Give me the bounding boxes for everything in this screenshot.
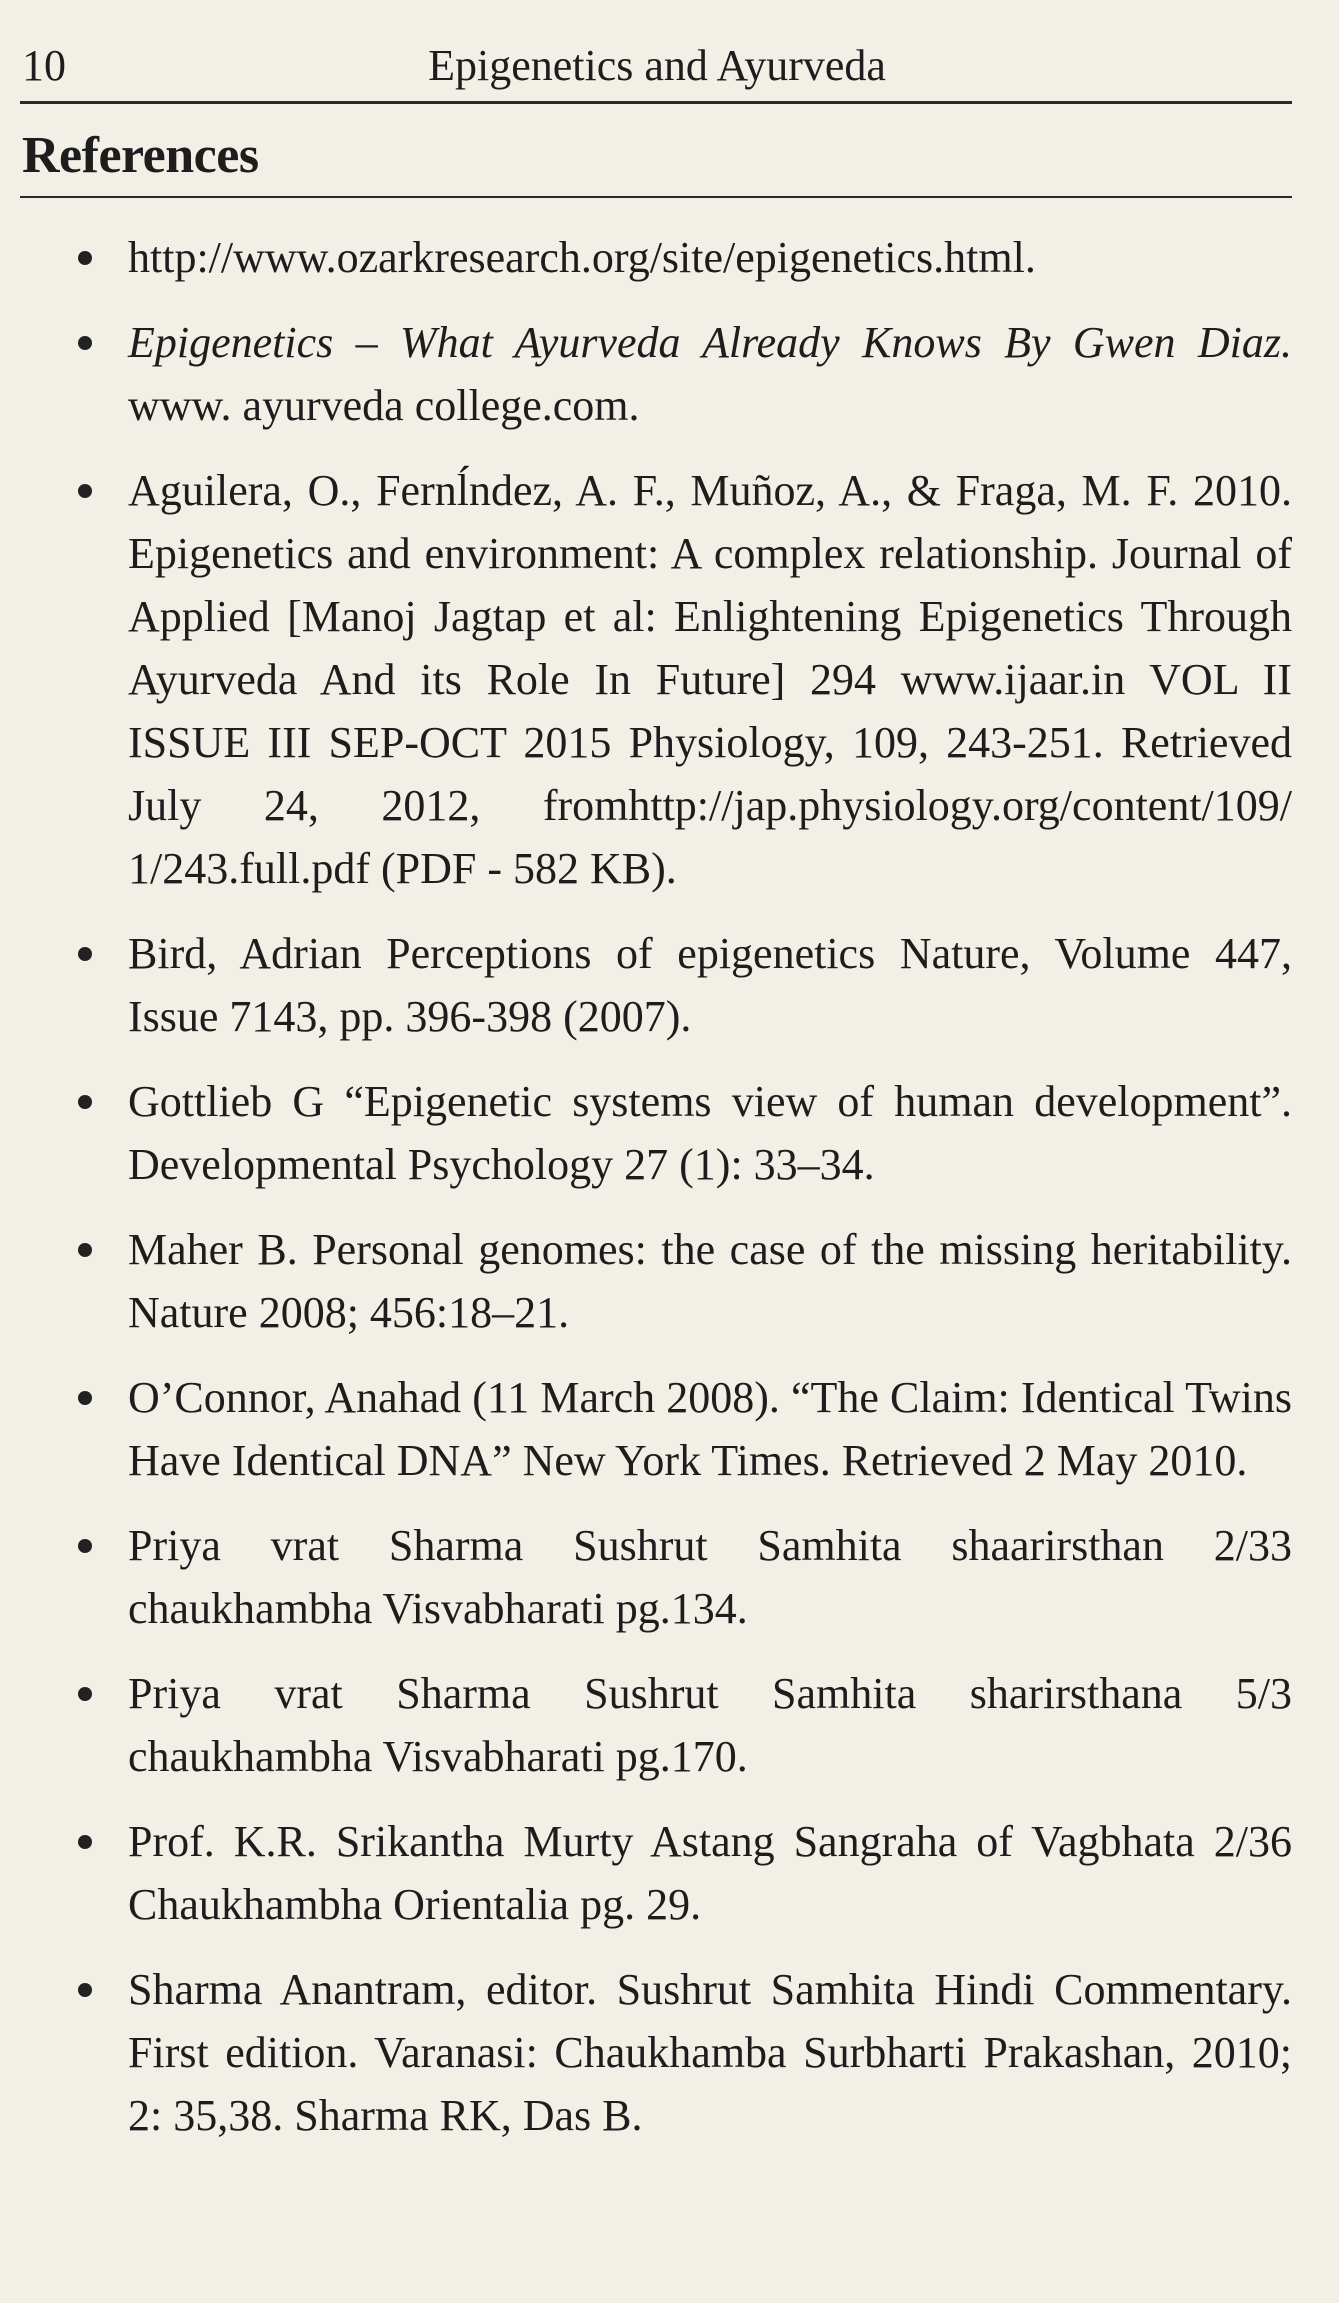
reference-list [0, 226, 1339, 2169]
reference-item [0, 1514, 1339, 1640]
bullet-icon [78, 1391, 92, 1405]
reference-text: Priya vrat Sharma Sushrut Samhita shaarirsthan 2/33 chaukhambha Visvabharati pg.134. [128, 1521, 1292, 1633]
reference-text [128, 311, 1292, 437]
reference-text: Priya vrat Sharma Sushrut Samhita sharirsthana 5/3 chaukhambha Visvabharati pg.170. [128, 1669, 1292, 1781]
reference-item [0, 1070, 1339, 1196]
reference-text: Sharma Anantram, editor. Sushrut Samhita Hindi Commentary. First edition. Varanasi: Chaukhamba Surbharti Prakashan, 2010; 2: 35,38. Sharma RK, Das B. [128, 1965, 1292, 2140]
running-title: Epigenetics and Ayurveda [428, 41, 886, 90]
reference-item [0, 1662, 1339, 1788]
reference-text: Prof. K.R. Srikantha Murty Astang Sangraha of Vagbhata 2/36 Chaukhambha Orientalia pg. 29. [128, 1817, 1292, 1929]
section-title: References [22, 127, 259, 184]
reference-item [0, 1218, 1339, 1344]
reference-item [0, 1366, 1339, 1492]
page-number: 10 [22, 41, 66, 90]
reference-text: Bird, Adrian Perceptions of epigenetics Nature, Volume 447, Issue 7143, pp. 396-398 (2007). [128, 929, 1292, 1041]
bullet-icon [78, 336, 92, 350]
bullet-icon [78, 1243, 92, 1257]
bullet-icon [78, 1687, 92, 1701]
bullet-icon [78, 947, 92, 961]
running-header [22, 36, 1292, 96]
reference-text: Aguilera, O., Fernĺndez, A. F., Muñoz, A., & Fraga, M. F. 2010. Epigenetics and environment: A complex relationship. Journal of Applied [Manoj Jagtap et al: Enlightening Epigenetics Through Ayurveda And its Role In Future] 294 www.ijaar.in VOL II ISSUE III SEP-OCT 2015 Physiology, 109, 243-251. Retrieved July 24, 2012, fromhttp://jap.physiology.org/content/109/ 1/243.full.pdf (PDF - 582 KB). [128, 466, 1292, 893]
reference-item [0, 922, 1339, 1048]
bullet-icon [78, 1095, 92, 1109]
bullet-icon [78, 251, 92, 265]
bullet-icon [78, 1835, 92, 1849]
reference-text: O’Connor, Anahad (11 March 2008). “The Claim: Identical Twins Have Identical DNA” New York Times. Retrieved 2 May 2010. [128, 1373, 1292, 1485]
reference-item [0, 1810, 1339, 1936]
reference-text: http://www.ozarkresearch.org/site/epigenetics.html. [128, 233, 1036, 282]
reference-source: www. ayurveda college.com. [128, 381, 640, 430]
reference-item [0, 311, 1339, 437]
bullet-icon [78, 1539, 92, 1553]
section-divider [20, 196, 1292, 198]
header-divider [20, 101, 1292, 104]
reference-text: Maher B. Personal genomes: the case of the missing heritability. Nature 2008; 456:18–21. [128, 1225, 1292, 1337]
reference-italic-title: Epigenetics – What Ayurveda Already Knows By Gwen Diaz. [128, 318, 1292, 367]
reference-item [0, 459, 1339, 900]
reference-item [0, 1958, 1339, 2147]
bullet-icon [78, 1983, 92, 1997]
reference-text: Gottlieb G “Epigenetic systems view of human development”. Developmental Psychology 27 (1): 33–34. [128, 1077, 1292, 1189]
bullet-icon [78, 484, 92, 498]
reference-item [0, 226, 1339, 289]
